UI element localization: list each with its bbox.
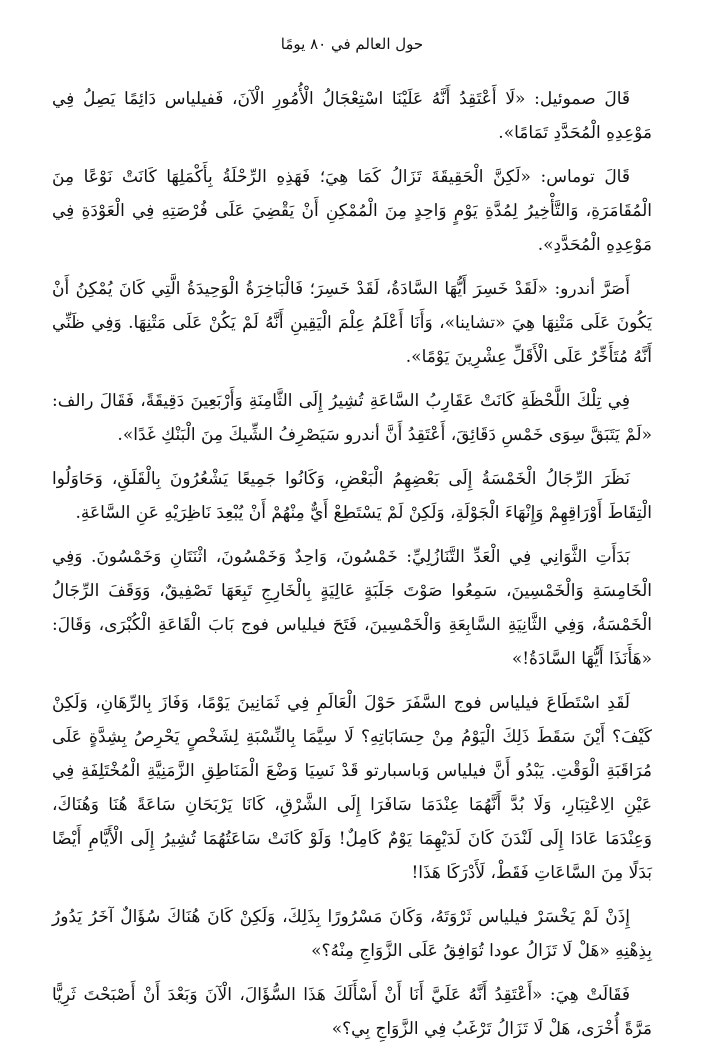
- paragraph-9: فَقَالَتْ هِيَ: «أَعْتَقِدُ أَنَّهُ عَلَيَّ أَنَا أَنْ أَسْأَلَكَ هَذَا السُّؤَالَ، الْآنَ وَبَعْدَ أَنْ أَصْبَحْتَ ثَرِيًّا مَرَّةً أُخْرَى، هَلْ لَا تَزَالُ تَرْغَبُ فِي الزَّوَاجِ بِي؟»: [52, 985, 652, 1039]
- paragraph-3: أَصَرَّ أندرو: «لَقَدْ خَسِرَ أَيُّهَا السَّادَةُ، لَقَدْ خَسِرَ؛ فَالْبَاخِرَةُ الْوَحِيدَةُ الَّتِي كَانَ يُمْكِنُ أَنْ يَكُونَ عَلَى مَتْنِهَا هِيَ «تشاينا»، وَأَنَا أَعْلَمُ عِلْمَ الْيَقِينِ أَنَّهُ لَمْ يَكُنْ عَلَى مَتْنِهَا. وَفِي ظَنِّي أَنَّهُ مُتَأَخِّرٌ عَلَى الْأَقَلِّ عِشْرِينَ يَوْمًا».: [52, 279, 652, 367]
- book-page: [52, 0, 652, 1039]
- paragraph-2: قَالَ توماس: «لَكِنَّ الْحَقِيقَةَ تَزَالُ كَمَا هِيَ؛ فَهَذِهِ الرِّحْلَةُ بِأَكْمَلِهَا كَانَتْ نَوْعًا مِنَ الْمُقَامَرَةِ، وَالتَّأْخِيرُ لِمُدَّةِ يَوْمٍ وَاحِدٍ مِنَ الْمُمْكِنِ أَنْ يَقْضِيَ عَلَى فُرْصَتِهِ فِي الْعَوْدَةِ فِي مَوْعِدِهِ الْمُحَدَّدِ».: [52, 167, 652, 255]
- paragraph-1: قَالَ صموئيل: «لَا أَعْتَقِدُ أَنَّهُ عَلَيْنَا اسْتِعْجَالُ الْأُمُورِ الْآنَ، فَفيلياس دَائِمًا يَصِلُ فِي مَوْعِدِهِ الْمُحَدَّدِ تَمَامًا».: [52, 89, 652, 143]
- paragraph-5: نَظَرَ الرِّجَالُ الْخَمْسَةُ إِلَى بَعْضِهِمُ الْبَعْضِ، وَكَانُوا جَمِيعًا يَشْعُرُونَ بِالْقَلَقِ، وَحَاوَلُوا الْتِقَاطَ أَوْرَاقِهِمْ وَإِنْهَاءَ الْجَوْلَةِ، وَلَكِنْ لَمْ يَسْتَطِعْ أَيٌّ مِنْهُمْ أَنْ يُبْعِدَ نَاظِرَيْهِ عَنِ السَّاعَةِ.: [52, 469, 652, 523]
- paragraph-7: لَقَدِ اسْتَطَاعَ فيلياس فوج السَّفَرَ حَوْلَ الْعَالَمِ فِي ثَمَانِينَ يَوْمًا، وَفَازَ بِالرِّهَانِ، وَلَكِنْ كَيْفَ؟ أَيْنَ سَقَطَ ذَلِكَ الْيَوْمُ مِنْ حِسَابَاتِهِ؟ لَا سِيَّمَا بِالنِّسْبَةِ لِشَخْصٍ يَحْرِصُ بِشِدَّةٍ عَلَى مُرَاقَبَةِ الْوَقْتِ. يَبْدُو أَنَّ فيلياس وَباسبارتو قَدْ نَسِيَا وَضْعَ الْمَنَاطِقِ الزَّمَنِيَّةِ الْمُخْتَلِفَةِ فِي عَيْنِ الِاعْتِبَارِ، وَلَا بُدَّ أَنَّهُمَا عِنْدَمَا سَافَرَا إِلَى الشَّرْقِ، كَانَا يَرْبَحَانِ سَاعَةً هُنَا وَهُنَاكَ، وَعِنْدَمَا عَادَا إِلَى لَنْدَنَ كَانَ لَدَيْهِمَا يَوْمٌ كَامِلٌ! وَلَوْ كَانَتْ سَاعَتُهُمَا تُشِيرُ إِلَى الْأَيَّامِ أَيْضًا بَدَلًا مِنَ السَّاعَاتِ فَقَطْ، لَأَدْرَكَا هَذَا!: [52, 693, 652, 883]
- paragraph-6: بَدَأَتِ الثَّوَانِي فِي الْعَدِّ التَّنَازُلِيِّ: خَمْسُونَ، وَاحِدٌ وَخَمْسُونَ، اثْنَتَانِ وَخَمْسُونَ. وَفِي الْخَامِسَةِ وَالْخَمْسِينَ، سَمِعُوا صَوْتَ جَلَبَةٍ عَالِيَةٍ بِالْخَارِجِ تَبِعَهَا تَصْفِيقٌ، وَوَقَفَ الرِّجَالُ الْخَمْسَةُ، وَفِي الثَّانِيَةِ السَّابِعَةِ وَالْخَمْسِينَ، فَتَحَ فيلياس فوج بَابَ الْقَاعَةِ الْكُبْرَى، وَقَالَ: «هَأَنَذَا أَيُّهَا السَّادَةُ!»: [52, 547, 652, 669]
- paragraph-8: إِذَنْ لَمْ يَخْسَرْ فيلياس ثَرْوَتَهُ، وَكَانَ مَسْرُورًا بِذَلِكَ، وَلَكِنْ كَانَ هُنَاكَ سُؤَالٌ آخَرُ يَدُورُ بِذِهْنِهِ «هَلْ لَا تَزَالُ عودا تُوَافِقُ عَلَى الزَّوَاجِ مِنْهُ؟»: [52, 907, 652, 961]
- running-header-title: حول العالم في ٨٠ يومًا: [280, 35, 424, 53]
- body-text: [52, 82, 652, 1056]
- paragraph-4: فِي تِلْكَ اللَّحْظَةِ كَانَتْ عَقَارِبُ السَّاعَةِ تُشِيرُ إِلَى الثَّامِنَةِ وَأَرْبَعِينَ دَقِيقَةً، فَقَالَ رالف: «لَمْ يَتَبَقَّ سِوَى خَمْسِ دَقَائِقَ، أَعْتَقِدُ أَنَّ أندرو سَيَصْرِفُ الشِّيكَ مِنَ الْبَنْكِ غَدًا».: [52, 391, 652, 445]
